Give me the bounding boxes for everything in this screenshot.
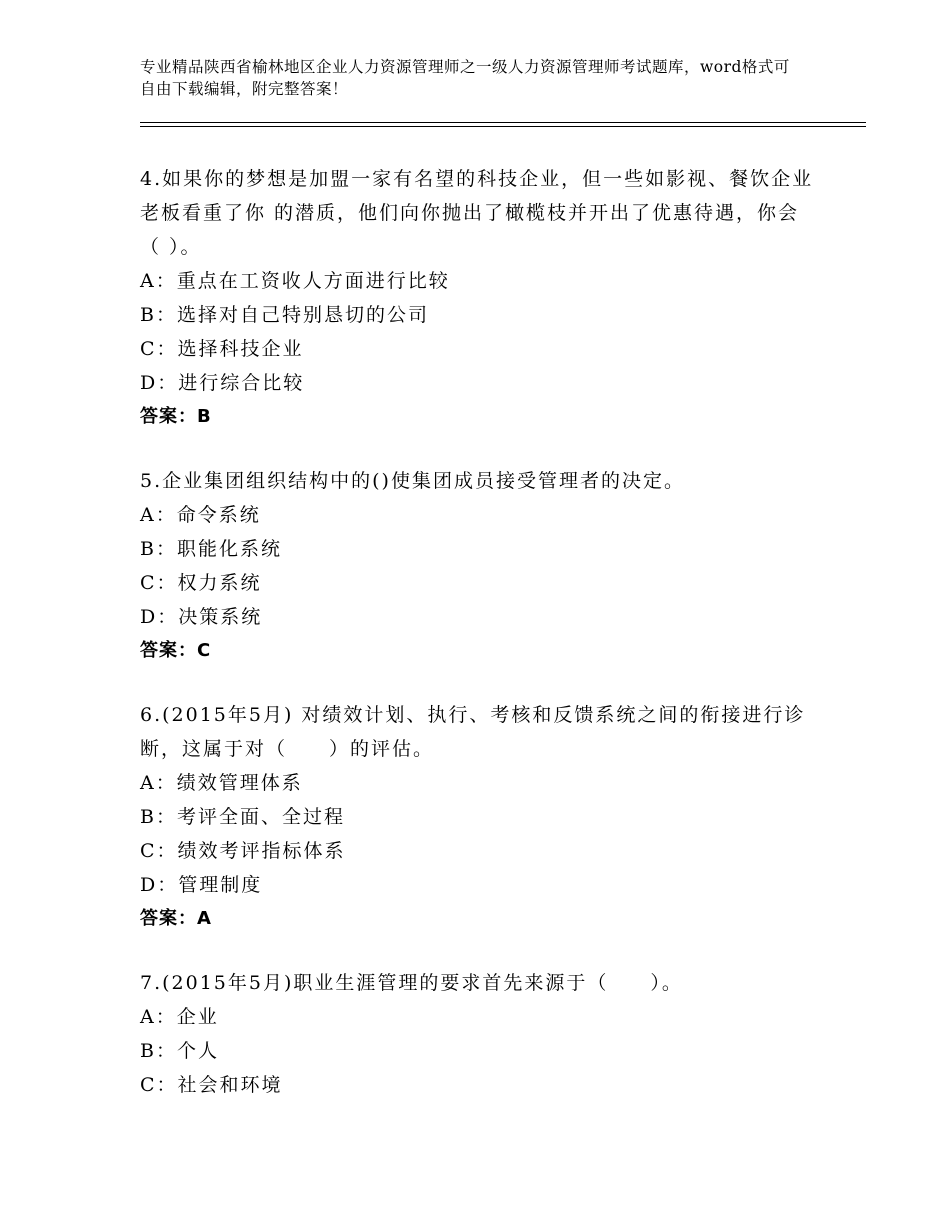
option-a: A：重点在工资收人方面进行比较 <box>140 270 450 292</box>
answer-label: 答案：B <box>140 406 212 427</box>
option-b: B：职能化系统 <box>140 538 282 560</box>
document-header <box>140 56 800 100</box>
question-stem: 4.如果你的梦想是加盟一家有名望的科技企业，但一些如影视、餐饮企业老板看重了你 的潜质，他们向你抛出了橄榄枝并开出了优惠待遇，你会（ ）。 <box>140 168 814 258</box>
question-4 <box>140 162 820 434</box>
option-a: A：绩效管理体系 <box>140 772 303 794</box>
question-stem: 5.企业集团组织结构中的()使集团成员接受管理者的决定。 <box>140 470 685 492</box>
header-rule-bottom <box>140 126 866 127</box>
question-stem: 6.(2015年5月) 对绩效计划、执行、考核和反馈系统之间的衔接进行诊断，这属于对（ ）的评估。 <box>140 704 806 760</box>
document-title: 专业精品陕西省榆林地区企业人力资源管理师之一级人力资源管理师考试题库，word格式可自由下载编辑，附完整答案！ <box>140 58 790 98</box>
option-a: A：命令系统 <box>140 504 261 526</box>
question-stem: 7.(2015年5月)职业生涯管理的要求首先来源于（ ）。 <box>140 972 683 994</box>
answer-label: 答案：C <box>140 640 212 661</box>
option-b: B：考评全面、全过程 <box>140 806 345 828</box>
header-rule-top <box>140 122 866 123</box>
option-b: B：个人 <box>140 1040 219 1062</box>
option-d: D：决策系统 <box>140 606 263 628</box>
option-d: D：管理制度 <box>140 874 263 896</box>
option-a: A：企业 <box>140 1006 219 1028</box>
option-c: C：权力系统 <box>140 572 262 594</box>
option-c: C：绩效考评指标体系 <box>140 840 346 862</box>
question-6 <box>140 698 820 936</box>
answer-label: 答案：A <box>140 908 212 929</box>
option-b: B：选择对自己特别恳切的公司 <box>140 304 429 326</box>
option-d: D：进行综合比较 <box>140 372 305 394</box>
option-c: C：选择科技企业 <box>140 338 304 360</box>
question-7 <box>140 966 820 1102</box>
option-c: C：社会和环境 <box>140 1074 283 1096</box>
question-list <box>140 162 820 1132</box>
question-5 <box>140 464 820 668</box>
